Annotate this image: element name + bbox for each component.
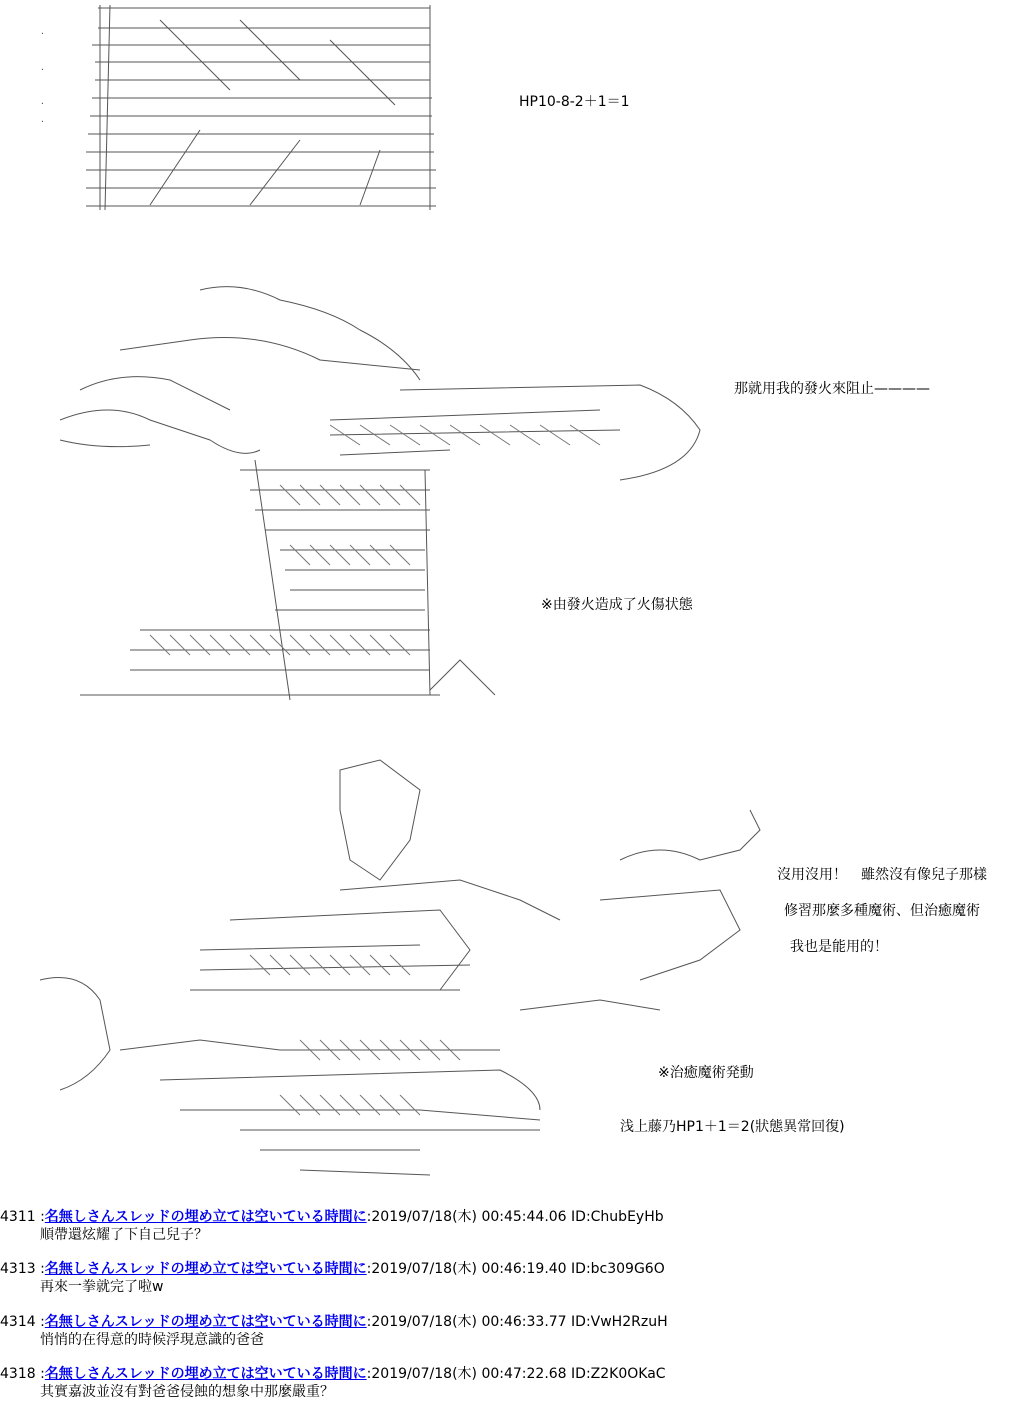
post [0,1365,1000,1401]
post-body: 其實嘉波並沒有對爸爸侵蝕的想象中那麼嚴重？ [40,1384,334,1400]
heal-line-1: 沒用沒用！ 雖然沒有像兒子那樣 [777,867,987,883]
heal-line-3: 我也是能用的！ [790,939,888,955]
hp-calc-top: HP10-8-2＋1＝1 [519,94,630,110]
fire-line: 那就用我的發火來阻止———— [734,381,930,397]
post-number: 4314 : [0,1314,45,1330]
post-body: 悄悄的在得意的時候浮現意識的爸爸 [40,1332,264,1348]
post-meta: :2019/07/18(木) 00:45:44.06 ID:ChubEyHb [366,1209,664,1225]
post [0,1208,1000,1244]
post-number: 4318 : [0,1366,45,1382]
svg-text:.: . [40,115,45,124]
post [0,1260,1000,1296]
post-meta: :2019/07/18(木) 00:47:22.68 ID:Z2K0OKaC [366,1366,666,1382]
poster-name-link[interactable]: 名無しさんスレッドの埋め立ては空いている時間に [44,1366,367,1382]
post-meta: :2019/07/18(木) 00:46:33.77 ID:VwH2RzuH [366,1314,668,1330]
heal-line-2: 修習那麼多種魔術、但治癒魔術 [784,903,980,919]
svg-text:.: . [40,97,45,106]
poster-name-link[interactable]: 名無しさんスレッドの埋め立ては空いている時間に [44,1209,367,1225]
poster-name-link[interactable]: 名無しさんスレッドの埋め立ては空いている時間に [44,1314,367,1330]
post-body: 再來一拳就完了啦w [40,1279,164,1295]
svg-text:.: . [40,63,45,72]
post [0,1313,1000,1349]
heal-note: ※治癒魔術発動 [658,1065,754,1081]
burn-note: ※由發火造成了火傷状態 [541,597,693,613]
ascii-art-fire [0,270,720,710]
poster-name-link[interactable]: 名無しさんスレッドの埋め立ては空いている時間に [44,1261,367,1277]
post-meta: :2019/07/18(木) 00:46:19.40 ID:bc309G6O [366,1261,665,1277]
svg-text:.: . [40,27,45,36]
post-number: 4311 : [0,1209,45,1225]
post-number: 4313 : [0,1261,45,1277]
post-body: 順帶還炫耀了下自己兒子？ [40,1227,208,1243]
hp-calc-bottom: 浅上藤乃HP1＋1＝2(狀態異常回復) [620,1119,845,1135]
ascii-art-top [0,0,460,230]
